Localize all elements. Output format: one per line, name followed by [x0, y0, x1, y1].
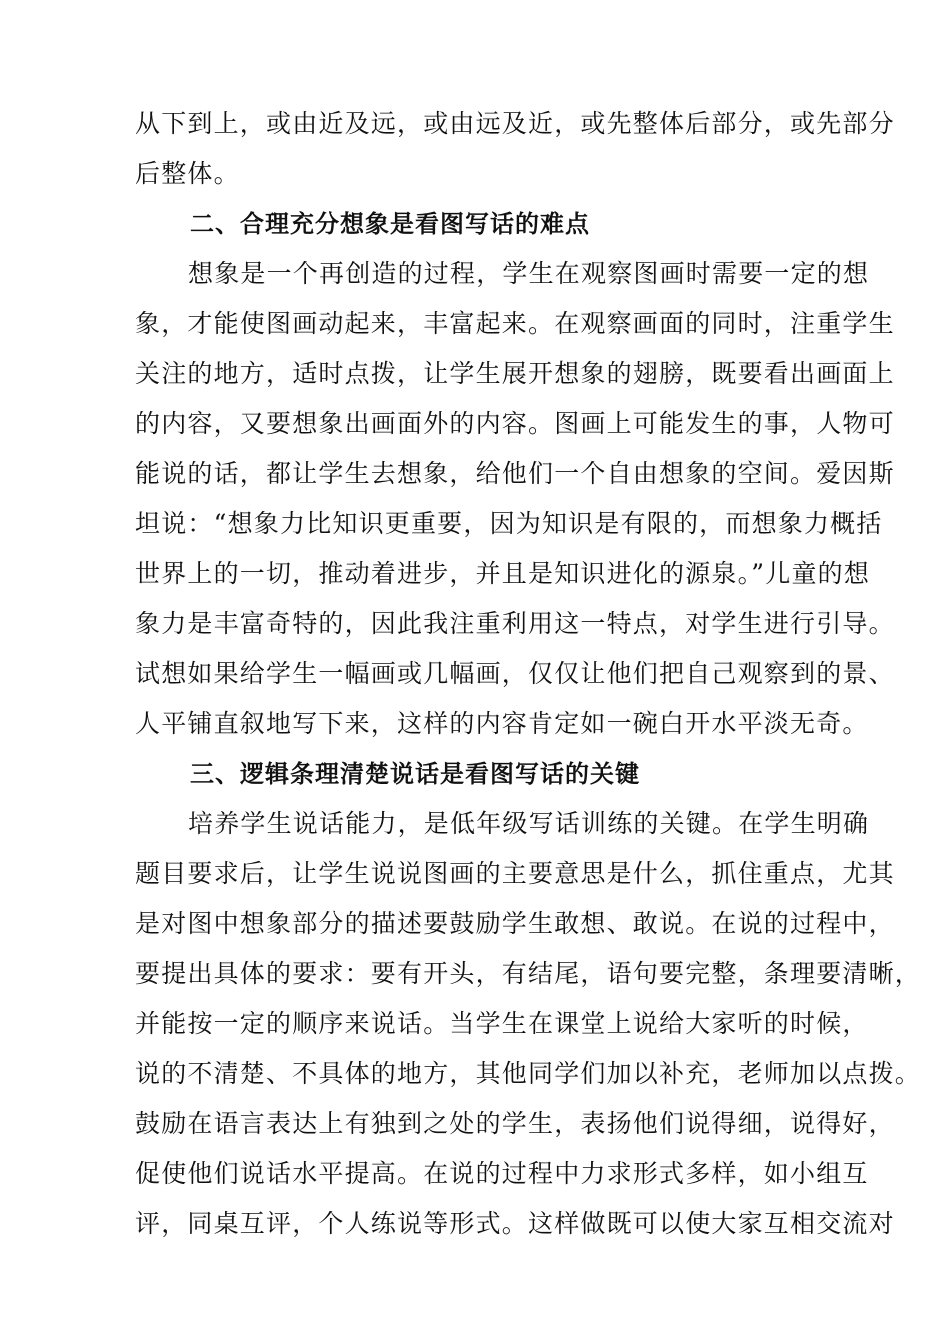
section-heading-3: 三、逻辑条理清楚说话是看图写话的关键: [190, 760, 640, 788]
paragraph-3-line-6: 说的不清楚、不具体的地方，其他同学们加以补充，老师加以点拨。: [135, 1059, 922, 1088]
paragraph-2-line-8: 象力是丰富奇特的，因此我注重利用这一特点，对学生进行引导。: [135, 609, 895, 638]
paragraph-3-line-5: 并能按一定的顺序来说话。当学生在课堂上说给大家听的时候，: [135, 1009, 869, 1038]
paragraph-1-line-1: 从下到上，或由近及远，或由远及近，或先整体后部分，或先部分: [135, 109, 895, 138]
paragraph-1-line-2: 后整体。: [135, 159, 240, 188]
paragraph-2-line-7: 世界上的一切，推动着进步，并且是知识进化的源泉。”儿童的想: [135, 559, 871, 588]
paragraph-3-line-9: 评，同桌互评，个人练说等形式。这样做既可以使大家互相交流对: [135, 1209, 895, 1238]
paragraph-3-line-3: 是对图中想象部分的描述要鼓励学生敢想、敢说。在说的过程中，: [135, 909, 895, 938]
paragraph-2-line-3: 关注的地方，适时点拨，让学生展开想象的翅膀，既要看出画面上: [135, 359, 895, 388]
paragraph-2-line-2: 象，才能使图画动起来，丰富起来。在观察画面的同时，注重学生: [135, 309, 895, 338]
paragraph-2-line-4: 的内容，又要想象出画面外的内容。图画上可能发生的事，人物可: [135, 409, 895, 438]
section-heading-2: 二、合理充分想象是看图写话的难点: [190, 210, 590, 238]
paragraph-3-line-7: 鼓励在语言表达上有独到之处的学生，表扬他们说得细，说得好，: [135, 1109, 895, 1138]
paragraph-3-line-1: 培养学生说话能力，是低年级写话训练的关键。在学生明确: [188, 809, 870, 838]
paragraph-3-line-4: 要提出具体的要求：要有开头，有结尾，语句要完整，条理要清晰，: [135, 959, 922, 988]
paragraph-2-line-5: 能说的话，都让学生去想象，给他们一个自由想象的空间。爱因斯: [135, 459, 895, 488]
paragraph-2-line-6: 坦说：“想象力比知识更重要，因为知识是有限的，而想象力概括: [135, 509, 883, 538]
paragraph-2-line-9: 试想如果给学生一幅画或几幅画，仅仅让他们把自己观察到的景、: [135, 659, 895, 688]
paragraph-2-line-1: 想象是一个再创造的过程，学生在观察图画时需要一定的想: [188, 259, 870, 288]
paragraph-2-line-10: 人平铺直叙地写下来，这样的内容肯定如一碗白开水平淡无奇。: [135, 709, 869, 738]
paragraph-3-line-2: 题目要求后，让学生说说图画的主要意思是什么，抓住重点，尤其: [135, 859, 895, 888]
paragraph-3-line-8: 促使他们说话水平提高。在说的过程中力求形式多样，如小组互: [135, 1159, 869, 1188]
